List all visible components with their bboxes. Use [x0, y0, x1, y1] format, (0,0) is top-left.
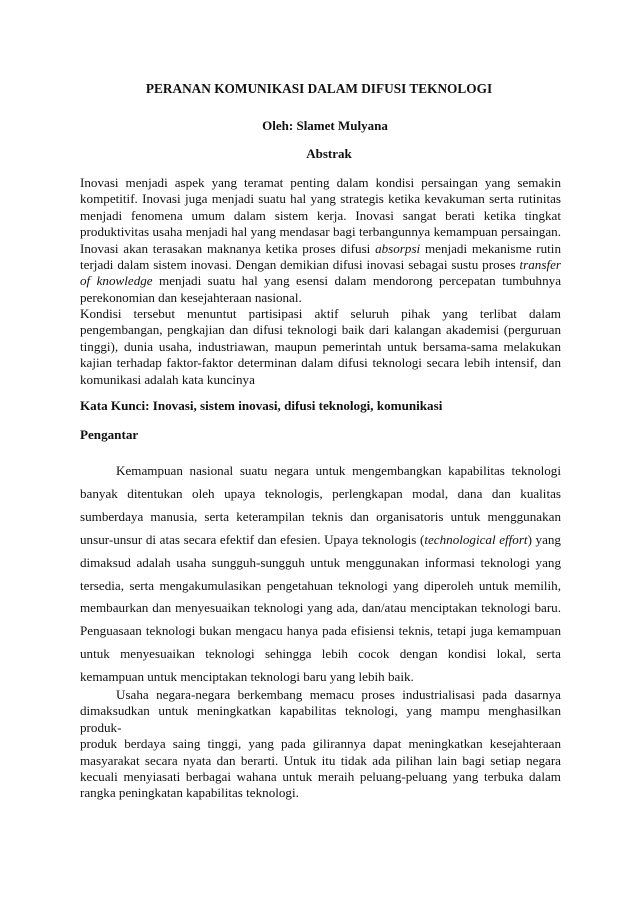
abstract-p1-italic-1: absorpsi — [375, 240, 421, 256]
body-p2-line: Usaha negara-negara berkembang memacu proses industrialisasi pada dasarnya — [116, 687, 561, 702]
abstract-p1-text-3: menjadi suatu hal yang esensi dalam mendorong percepatan tumbuhnya perekonomian dan kesejahteraan nasional. — [80, 273, 562, 305]
body-p1-text-2: ) yang dimaksud adalah usaha sungguh-sungguh untuk menggunakan informasi teknologi yang tersedia, serta mengakumulasikan pengetahuan teknologi yang diperoleh untuk memilih, membaurkan dan menyesuaikan teknologi yang ada, dan/atau menciptakan teknologi baru. Penguasaan teknologi bukan mengacu hanya pada efisiensi teknis, tetapi juga kemampuan untuk menyesuaikan teknologi sehingga lebih cocok dengan kondisi lokal, serta kemampuan untuk menciptakan teknologi baru yang lebih baik. — [80, 531, 561, 685]
keywords-line: Kata Kunci: Inovasi, sistem inovasi, difusi teknologi, komunikasi — [80, 398, 443, 413]
section-heading-pengantar: Pengantar — [80, 427, 139, 442]
document-title: PERANAN KOMUNIKASI DALAM DIFUSI TEKNOLOGI — [145, 81, 493, 96]
body-p1-italic: technological effort — [424, 531, 528, 547]
abstract-p1-text-2: menjadi mekanisme rutin terjadi dalam sistem inovasi. Dengan demikian difusi inovasi sebagai sustu proses — [80, 240, 561, 273]
body-p2-line: dimaksudkan untuk meningkatkan kapabilitas teknologi, yang mampu menghasilkan produk- — [80, 703, 561, 735]
body-p2-line: rangka peningkatan kapabilitas teknologi. — [80, 785, 299, 801]
body-p1-text-1: Kemampuan nasional suatu negara untuk mengembangkan kapabilitas teknologi banyak ditentukan oleh upaya teknologis, perlengkapan modal, dana dan kualitas sumberdaya manusia, serta keterampilan teknis dan organisatoris untuk menggunakan unsur-unsur di atas secara efektif dan efesien. Upaya teknologis ( — [80, 463, 561, 547]
abstract-p1-text-1: Inovasi menjadi aspek yang teramat penting dalam kondisi persaingan yang semakin kompetitif. Inovasi juga menjadi suatu hal yang strategis ketika kevakuman serta rutinitas menjadi fenomena umum dalam sistem kerja. Inovasi sangat berati ketika tingkat produktivitas usaha menjadi hal yang mendasar bagi terbangunnya kemampuan persaingan. Inovasi akan terasakan maknanya ketika proses difusi — [80, 175, 561, 256]
body-p2-line: masyarakat secara nyata dan berarti. Untuk itu tidak ada pilihan lain bagi setiap negara — [80, 752, 561, 768]
abstract-heading: Abstrak — [306, 146, 352, 161]
abstract-p1-italic-2: transfer of knowledge — [80, 257, 561, 289]
author-line: Oleh: Slamet Mulyana — [262, 118, 388, 133]
body-p2-line: produk berdaya saing tinggi, yang pada gilirannya dapat meningkatkan kesejahteraan — [80, 736, 561, 752]
body-paragraph-1 — [80, 460, 561, 689]
body-paragraph-2 — [80, 687, 561, 802]
abstract-paragraph-1 — [80, 175, 561, 306]
abstract-paragraph-2: Kondisi tersebut menuntut partisipasi aktif seluruh pihak yang terlibat dalam pengembangan, pengkajian dan difusi teknologi baik dari kalangan akademisi (perguruan tinggi), dunia usaha, industriawan, maupun pemerintah untuk bersama-sama melakukan kajian terhadap faktor-faktor determinan dalam difusi teknologi secara lebih intensif, dan komunikasi adalah kata kuncinya — [80, 306, 561, 387]
body-p2-line: kecuali menyiasati berbagai wahana untuk meraih peluang-peluang yang terbuka dalam — [80, 769, 561, 785]
